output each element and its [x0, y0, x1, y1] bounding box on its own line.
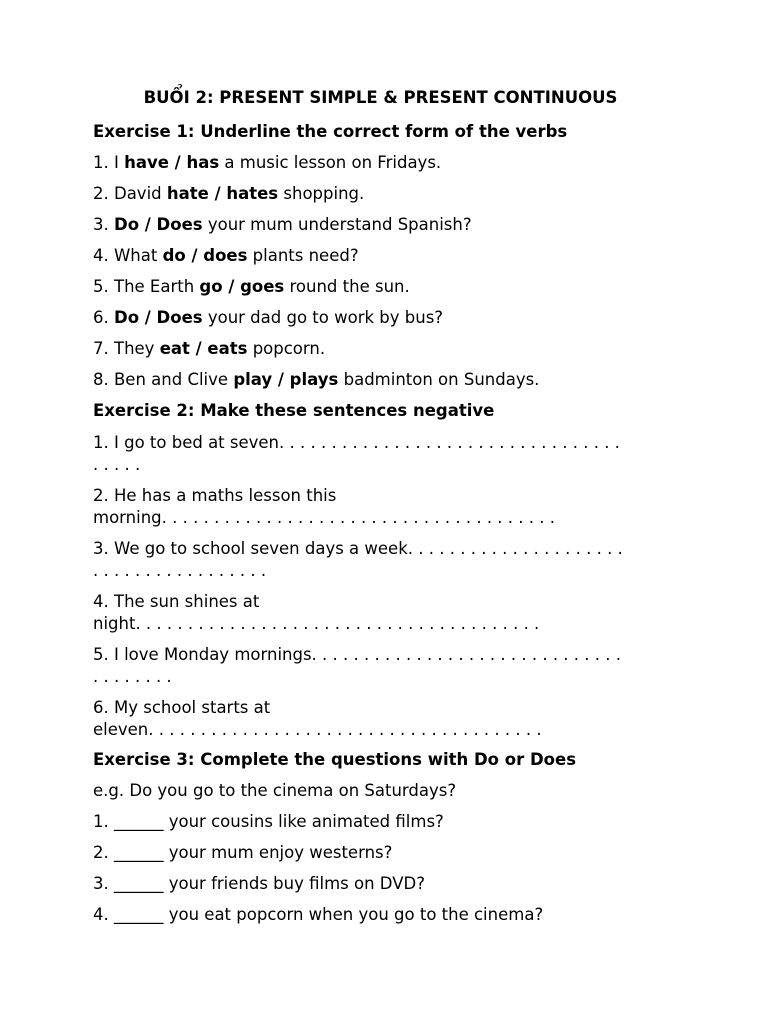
item-line: 6. My school starts at	[93, 698, 271, 717]
item-line: 1. I go to bed at seven. . . . . . . . . . . . . . . . . . . . . . . . . . . . . . . . .	[93, 433, 620, 452]
item-text: 1. I	[93, 153, 125, 172]
verb-choice: go / goes	[199, 277, 285, 296]
verb-choice: hate / hates	[166, 184, 279, 203]
exercise-2-list	[93, 432, 678, 741]
item-line: . . . . .	[93, 455, 141, 474]
worksheet	[93, 86, 678, 930]
item-text: badminton on Sundays.	[338, 370, 540, 389]
item-line: . . . . . . . . . . . . . . . . .	[93, 561, 267, 580]
verb-choice: eat / eats	[159, 339, 248, 358]
item-text: 6.	[93, 308, 114, 327]
item-line: 5. I love Monday mornings. . . . . . . . . . . . . . . . . . . . . . . . . . . . . .	[93, 645, 621, 664]
item-text: your dad go to work by bus?	[202, 308, 444, 327]
item-text: 4. What	[93, 246, 163, 265]
verb-choice: have / has	[124, 153, 220, 172]
verb-choice: play / plays	[233, 370, 339, 389]
exercise-3-item: 1. ______ your cousins like animated films?	[93, 812, 444, 831]
verb-choice: do / does	[162, 246, 248, 265]
item-text: plants need?	[247, 246, 359, 265]
exercise-3-example: e.g. Do you go to the cinema on Saturdays?	[93, 781, 457, 800]
item-line: night. . . . . . . . . . . . . . . . . . . . . . . . . . . . . . . . . . . . . . .	[93, 614, 540, 633]
item-line: morning. . . . . . . . . . . . . . . . . . . . . . . . . . . . . . . . . . . . . .	[93, 508, 555, 527]
exercise-3-item: 3. ______ your friends buy films on DVD?	[93, 874, 425, 893]
exercise-2-item	[93, 538, 678, 582]
item-text: 5. The Earth	[93, 277, 200, 296]
exercise-3-list	[93, 806, 678, 930]
exercise-1-item	[93, 240, 678, 271]
exercise-3-heading: Exercise 3: Complete the questions with Do or Does	[93, 750, 577, 769]
item-line: eleven. . . . . . . . . . . . . . . . . . . . . . . . . . . . . . . . . . . . . .	[93, 720, 542, 739]
exercise-1-item	[93, 209, 678, 240]
item-text: 8. Ben and Clive	[93, 370, 234, 389]
item-line: . . . . . . . .	[93, 667, 172, 686]
item-text: round the sun.	[284, 277, 410, 296]
page-title: BUỔI 2: PRESENT SIMPLE & PRESENT CONTINUOUS	[143, 88, 618, 107]
item-line: 3. We go to school seven days a week. . . . . . . . . . . . . . . . . . . . .	[93, 539, 623, 558]
item-text: shopping.	[278, 184, 365, 203]
exercise-2-item	[93, 485, 678, 529]
exercise-2-heading: Exercise 2: Make these sentences negative	[93, 401, 495, 420]
item-text: your mum understand Spanish?	[202, 215, 472, 234]
exercise-1-item	[93, 178, 678, 209]
exercise-1-item	[93, 302, 678, 333]
exercise-1-item	[93, 271, 678, 302]
exercise-2-item	[93, 644, 678, 688]
item-line: 2. He has a maths lesson this	[93, 486, 337, 505]
item-text: 3.	[93, 215, 114, 234]
exercise-2-item	[93, 697, 678, 741]
item-text: 2. David	[93, 184, 167, 203]
exercise-2-item	[93, 432, 678, 476]
exercise-2-item	[93, 591, 678, 635]
verb-choice: Do / Does	[114, 308, 203, 327]
item-text: 7. They	[93, 339, 160, 358]
item-line: 4. The sun shines at	[93, 592, 260, 611]
exercise-3-item: 2. ______ your mum enjoy westerns?	[93, 843, 393, 862]
exercise-1-item	[93, 333, 678, 364]
exercise-1-item	[93, 147, 678, 178]
item-text: popcorn.	[247, 339, 326, 358]
exercise-1-heading: Exercise 1: Underline the correct form of the verbs	[93, 122, 568, 141]
exercise-1-list	[93, 147, 678, 395]
exercise-3-item: 4. ______ you eat popcorn when you go to the cinema?	[93, 905, 544, 924]
item-text: a music lesson on Fridays.	[219, 153, 442, 172]
verb-choice: Do / Does	[114, 215, 203, 234]
exercise-1-item	[93, 364, 678, 395]
